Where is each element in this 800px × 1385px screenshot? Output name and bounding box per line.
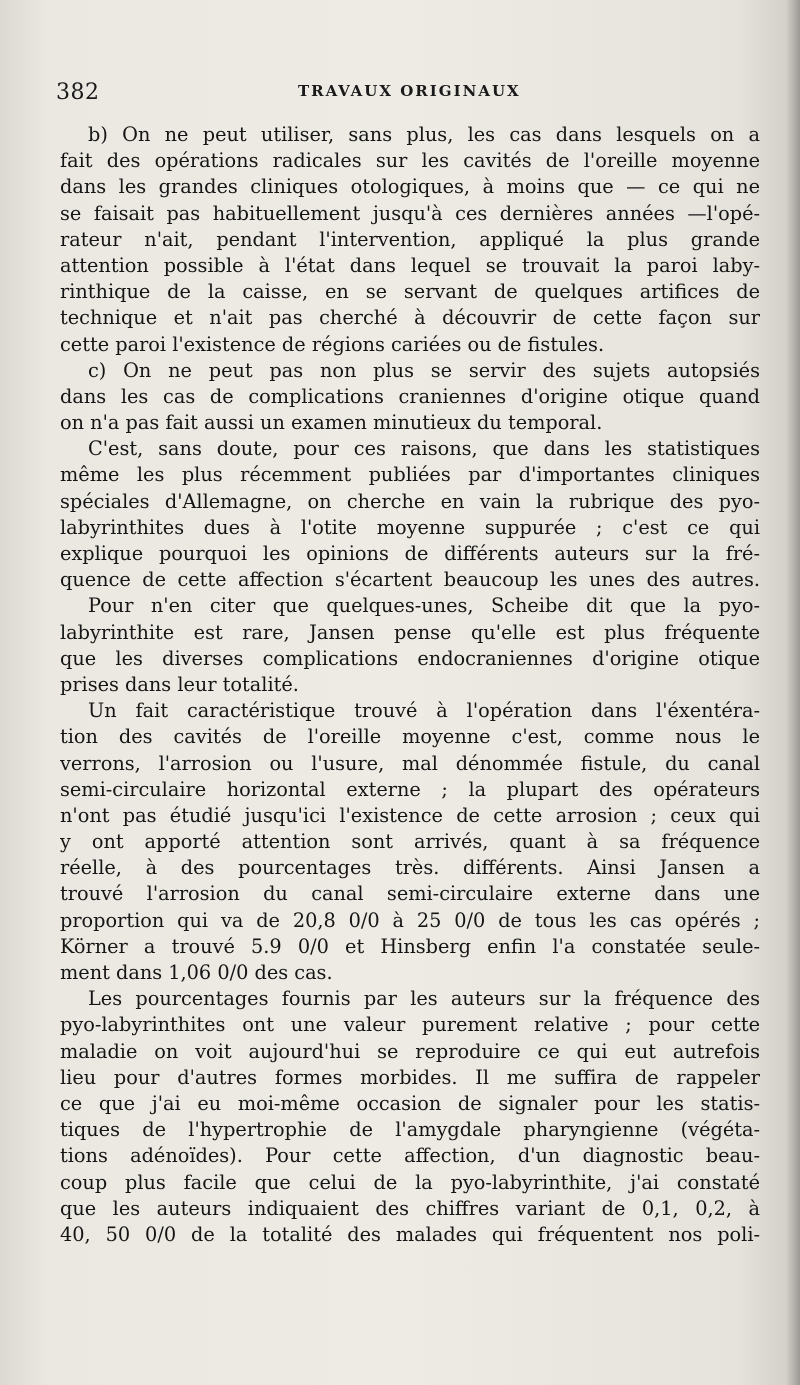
body-text [60,122,760,1248]
text-line: attention possible à l'état dans lequel se trouvait la paroi laby- [60,253,760,277]
text-line: maladie on voit aujourd'hui se reproduire ce qui eut autrefois [60,1039,760,1063]
text-line: Körner a trouvé 5.9 0/0 et Hinsberg enfin l'a constatée seule- [60,934,760,958]
page-edge-shadow [786,0,800,1385]
text-line: coup plus facile que celui de la pyo-labyrinthite, j'ai constaté [60,1170,760,1194]
text-line: b) On ne peut utiliser, sans plus, les cas dans lesquels on a [88,123,760,146]
text-line: fait des opérations radicales sur les cavités de l'oreille moyenne [60,149,760,173]
text-line: labyrinthite est rare, Jansen pense qu'elle est plus fréquente [60,620,760,644]
text-line: prises dans leur totalité. [60,672,299,696]
text-line: réelle, à des pourcentages très. différents. Ainsi Jansen a [60,856,760,880]
text-line: technique et n'ait pas cherché à découvrir de cette façon sur [60,306,760,330]
page-header [56,74,756,114]
text-line: tion des cavités de l'oreille moyenne c'est, comme nous le [60,725,760,749]
text-line: explique pourquoi les opinions de différents auteurs sur la fré- [60,542,760,565]
text-line: même les plus récemment publiées par d'importantes cliniques [60,463,760,487]
text-line: pyo-labyrinthites ont une valeur purement relative ; pour cette [60,1013,760,1037]
text-line: 40, 50 0/0 de la totalité des malades qui fréquentent nos poli- [60,1222,760,1246]
text-line: Pour n'en citer que quelques-unes, Scheibe dit que la pyo- [88,594,760,618]
text-line: se faisait pas habituellement jusqu'à ces dernières années —l'opé- [60,201,760,225]
text-line: on n'a pas fait aussi un examen minutieux du temporal. [60,411,603,435]
text-line: tiques de l'hypertrophie de l'amygdale pharyngienne (végéta- [60,1118,760,1142]
text-line: Un fait caractéristique trouvé à l'opération dans l'éxentéra- [88,699,760,723]
text-line: quence de cette affection s'écartent beaucoup les unes des autres. [60,568,760,592]
text-line: y ont apporté attention sont arrivés, quant à sa fréquence [60,830,760,854]
text-line: labyrinthites dues à l'otite moyenne suppurée ; c'est ce qui [60,515,760,539]
text-line: dans les grandes cliniques otologiques, à moins que — ce qui ne [60,175,760,199]
text-line: que les diverses complications endocraniennes d'origine otique [60,646,760,670]
text-line: semi-circulaire horizontal externe ; la plupart des opérateurs [60,777,760,801]
text-line: ment dans 1,06 0/0 des cas. [60,961,333,984]
text-line: rinthique de la caisse, en se servant de quelques artifices de [60,280,760,304]
text-line: que les auteurs indiquaient des chiffres variant de 0,1, 0,2, à [60,1196,760,1220]
text-line: tions adénoïdes). Pour cette affection, d'un diagnostic beau- [60,1144,760,1168]
text-line: Les pourcentages fournis par les auteurs sur la fréquence des [88,987,760,1011]
text-line: n'ont pas étudié jusqu'ici l'existence de cette arrosion ; ceux qui [60,803,760,827]
text-line: rateur n'ait, pendant l'intervention, appliqué la plus grande [60,227,760,251]
text-line: C'est, sans doute, pour ces raisons, que dans les statistiques [88,437,760,461]
text-line: cette paroi l'existence de régions cariées ou de fistules. [60,332,605,356]
text-line: trouvé l'arrosion du canal semi-circulaire externe dans une [60,882,760,906]
page-number: 382 [56,80,100,105]
running-head: TRAVAUX ORIGINAUX [298,82,521,100]
text-line: spéciales d'Allemagne, on cherche en vain la rubrique des pyo- [60,489,760,513]
text-line: verrons, l'arrosion ou l'usure, mal dénommée fistule, du canal [60,751,760,775]
text-line: c) On ne peut pas non plus se servir des sujets autopsiés [88,358,760,382]
text-line: proportion qui va de 20,8 0/0 à 25 0/0 de tous les cas opérés ; [60,908,760,932]
text-line: lieu pour d'autres formes morbides. Il me suffira de rappeler [60,1065,760,1089]
text-line: ce que j'ai eu moi-même occasion de signaler pour les statis- [60,1091,760,1115]
text-line: dans les cas de complications craniennes d'origine otique quand [60,384,760,408]
